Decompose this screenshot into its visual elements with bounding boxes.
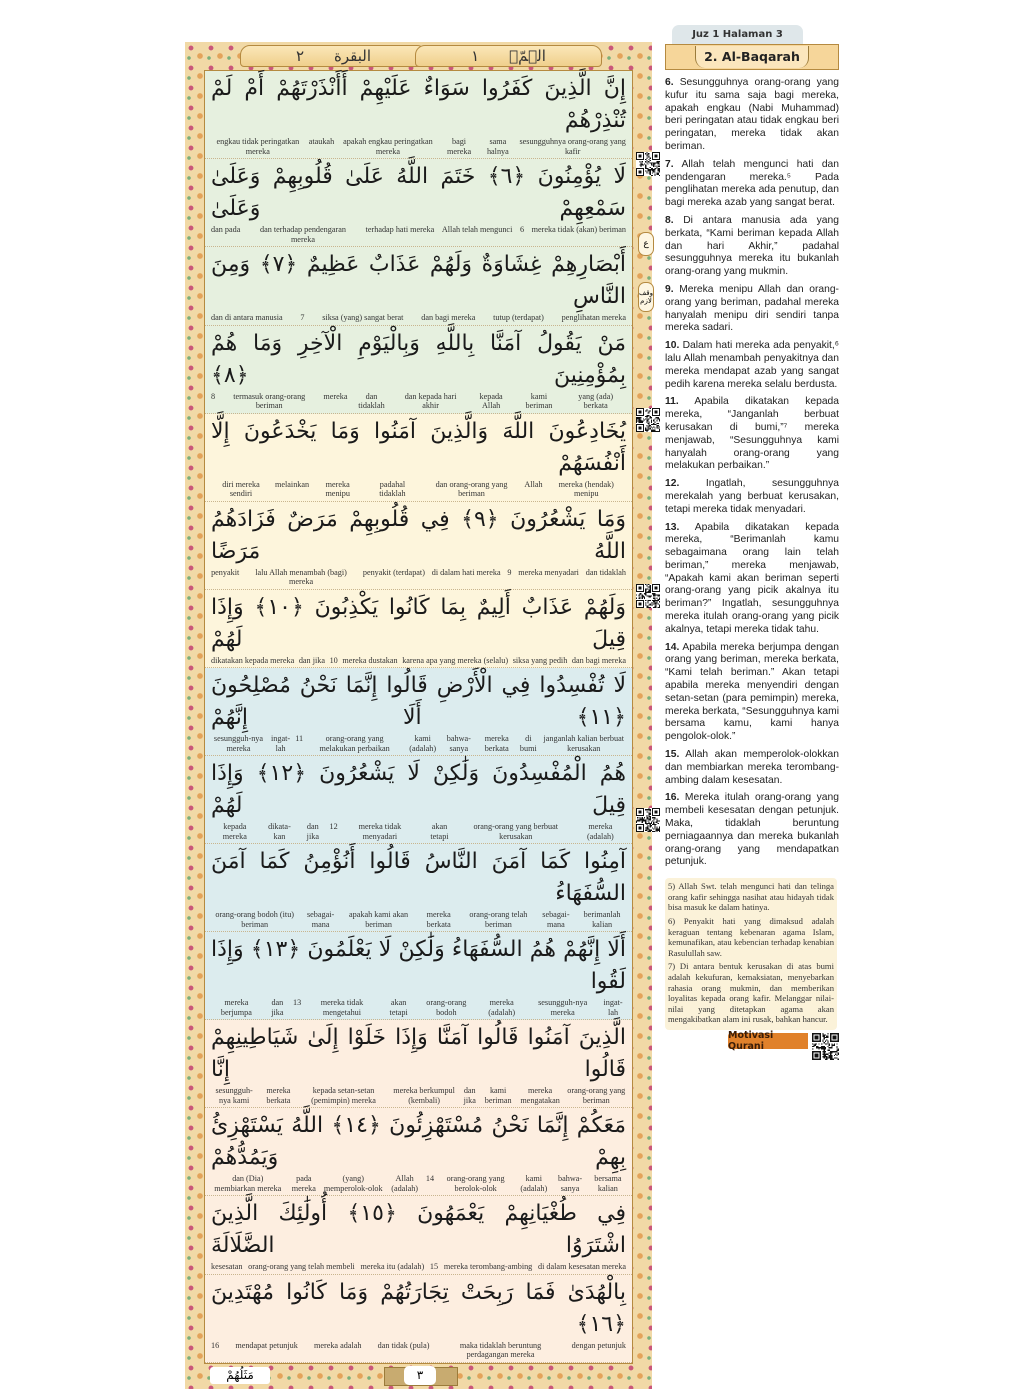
verse-translation-text: Sesungguhnya orang-orang yang kufur itu sama saja bagi mereka, apakah engkau (Nabi Muhammad) beri peringatan atau tidak engkau beri peringatan, mereka tidak akan beriman. (665, 77, 839, 152)
word-translation-row (205, 1086, 632, 1105)
surah-title-bar (665, 44, 839, 70)
word-translation: melainkan (275, 479, 310, 489)
verse-line (205, 756, 632, 844)
verse-translation (665, 642, 839, 744)
word-translation: mereka mengatakan (520, 1086, 560, 1105)
word-translation: padahal tidaklah (379, 479, 406, 498)
word-translation: 6 (519, 225, 525, 234)
verse-line (205, 1108, 632, 1196)
arabic-text: فِي طُغْيَانِهِمْ يَعْمَهُونَ ﴿١٥﴾ أُولَٰئِكَ الَّذِينَ اشْتَرَوُا الضَّلَالَةَ (211, 1201, 626, 1258)
word-translation: mereka tidak (akan) beriman (531, 225, 626, 234)
word-translation: sebagai-mana (306, 910, 335, 929)
word-translation: dan jika (306, 822, 319, 841)
word-translation: (terdapat) penyakit (362, 567, 425, 577)
word-translation: kami beriman (484, 1086, 512, 1105)
word-translation: 7 (300, 313, 305, 322)
word-translation-row (205, 1341, 632, 1360)
word-translation-row (205, 392, 632, 411)
verse-translation-text: Allah akan memperolok-olokkan dan membiarkan mereka terombang-ambing dalam kesesatan. (665, 749, 839, 786)
word-translation: kepada setan-setan (pemimpin) mereka (311, 1086, 376, 1105)
word-translation: mereka menyadari (518, 567, 579, 577)
arabic-text: وَلَهُمْ عَذَابٌ أَلِيمٌ بِمَا كَانُوا يَكْذِبُونَ ﴿١٠﴾ وَإِذَا قِيلَ لَهُمْ (211, 594, 627, 652)
verse-line (205, 932, 632, 1020)
word-translation: akan tetapi (389, 998, 408, 1017)
word-translation: dan tidak (pula) (377, 1340, 430, 1350)
verse-line (205, 844, 632, 932)
word-translation: di bumi (519, 734, 537, 753)
word-translation: sama halnya (486, 137, 509, 156)
qr-code-icon[interactable] (636, 408, 660, 432)
word-translation: orang-orang bodoh (426, 998, 467, 1017)
word-translation: mereka tidak menyadari (358, 822, 402, 841)
verse-translation-text: Di antara manusia ada yang berkata, “Kami beriman kepada Allah dan hari Akhir,” padahal sesungguhnya mereka itu bukanlah orang-orang yang mukmin. (665, 214, 839, 278)
word-translation: mereka tidak mengetahui (320, 998, 364, 1017)
verse-number: 9. (665, 283, 674, 295)
word-translation: maka tidaklah beruntung perdagangan mereka (459, 1340, 542, 1359)
qr-code-icon[interactable] (636, 584, 660, 608)
word-translation: engkau tidak peringatkan mereka (216, 137, 300, 156)
word-translation: di dalam kesesatan mereka (538, 1262, 626, 1271)
word-translation: mereka (323, 391, 348, 401)
verse-translation (665, 77, 839, 154)
word-translation: dan tidaklah (358, 391, 385, 410)
word-translation: mereka berkata (426, 910, 451, 929)
word-translation-row (205, 1174, 632, 1193)
footnote: 5) Allah Swt. telah mengunci hati dan telinga orang kafir sehingga nasihat atau hidayah tidak bisa masuk ke dalam hatinya. (668, 881, 834, 913)
word-translation: orang-orang yang beriman (567, 1086, 626, 1105)
verse-number: 12. (665, 478, 680, 490)
word-translation: mereka berjumpa (220, 998, 252, 1017)
word-translation: kami (adalah) (409, 734, 437, 753)
word-translation: dan orang-orang yang beriman (435, 479, 508, 498)
word-translation-row (205, 656, 632, 666)
word-translation: 14 (425, 1174, 435, 1183)
mushaf-page (185, 42, 652, 1389)
word-translation: mereka (hendak) menipu (558, 479, 614, 498)
word-translation: orang-orang yang berolok-olok (446, 1174, 505, 1193)
verse-line (205, 590, 632, 669)
qr-code-icon[interactable] (636, 152, 660, 176)
word-translation: terhadap hati mereka (365, 225, 435, 234)
verse-translation (665, 159, 839, 210)
word-translation: dengan petunjuk (571, 1340, 626, 1350)
verse-number: 16. (665, 792, 680, 804)
word-translation: orang-orang bodoh (itu) beriman (215, 910, 295, 929)
word-translation: janganlah kalian berbuat kerusakan (543, 734, 624, 753)
word-translation: dan tidaklah (585, 567, 626, 577)
arabic-text: يُخَادِعُونَ اللَّهَ وَالَّذِينَ آمَنُوا وَمَا يَخْدَعُونَ إِلَّا أَنْفُسَهُمْ (211, 418, 626, 476)
word-translation: 10 (329, 655, 338, 665)
qr-code-icon[interactable] (812, 1033, 839, 1060)
word-translation: apakah kami akan beriman (349, 910, 409, 929)
word-translation: ingat-lah (603, 998, 623, 1017)
verse-line (205, 159, 632, 247)
footnote: 6) Penyakit hati yang dimaksud adalah keraguan tentang kebenaran agama Islam, kemunafikan, atau kebencian terhadap kenabian Rasulullah saw. (668, 916, 834, 958)
verse-translation (665, 340, 839, 391)
word-translation: Allah telah mengunci (441, 225, 513, 234)
word-translation: dan jika (298, 655, 325, 665)
arabic-text: آمِنُوا كَمَا آمَنَ النَّاسُ قَالُوا أَنُؤْمِنُ كَمَا آمَنَ السُّفَهَاءُ (211, 849, 626, 906)
word-translation: mereka berkata (484, 734, 509, 753)
word-translation-row (205, 225, 632, 244)
verse-number: 11. (665, 396, 679, 408)
arabic-text: أَلَا إِنَّهُمْ هُمُ السُّفَهَاءُ وَلَٰكِنْ لَا يَعْلَمُونَ ﴿١٣﴾ وَإِذَا لَقُوا (211, 937, 626, 994)
arabic-text: أَبْصَارِهِمْ غِشَاوَةٌ وَلَهُمْ عَذَابٌ عَظِيمٌ ﴿٧﴾ وَمِنَ النَّاسِ (211, 252, 626, 309)
page-footer (204, 1366, 633, 1386)
verse-line (205, 326, 632, 414)
word-translation: (terdapat) tutup (493, 313, 544, 322)
arabic-text: لَا يُؤْمِنُونَ ﴿٦﴾ خَتَمَ اللَّهُ عَلَىٰ قُلُوبِهِمْ وَعَلَىٰ سَمْعِهِمْ وَعَلَىٰ (211, 164, 626, 221)
word-translation: di dalam hati mereka (431, 567, 501, 577)
motivasi-qurani-badge[interactable]: Motivasi Qurani (728, 1033, 808, 1049)
word-translation: diri mereka sendiri (222, 479, 260, 498)
verse-translation-text: Allah telah mengunci hati dan pendengaran mereka.⁵ Pada penglihatan mereka ada penutup, dan bagi mereka azab yang sangat berat. (665, 158, 839, 209)
verse-translation-text: Apabila mereka berjumpa dengan orang yang beriman, mereka berkata, “Kami telah beriman.” Akan tetapi apabila mereka menyendiri dengan setan-setan (para pemimpin) mereka, mereka berkata, “Sesungguhnya kami bersama kamu, kami hanya pengolok-olok.” (665, 641, 839, 743)
verse-line (205, 71, 632, 159)
word-translation: sesungguh-nya mereka (213, 734, 264, 753)
arabic-text: مَعَكُمْ إِنَّمَا نَحْنُ مُسْتَهْزِئُونَ ﴿١٤﴾ اللَّهُ يَسْتَهْزِئُ بِهِمْ وَيَمُدُّهُمْ (211, 1113, 626, 1170)
verse-translation-text: Apabila dikatakan kepada mereka, “Berimanlah kamu sebagaimana orang lain telah beriman,” mereka menjawab, “Apakah kami akan beriman seperti orang-orang yang picik akalnya itu beriman?” Ingatlah, sesungguhnya mereka itulah orang-orang yang picik akalnya, tetapi mereka tidak tahu. (665, 521, 840, 635)
word-translation: sesungguhnya orang-orang yang kafir (519, 137, 626, 156)
word-translation: mereka berkata (266, 1086, 291, 1105)
word-translation: bagi mereka (447, 137, 472, 156)
word-translation: mereka dustakan (342, 655, 398, 665)
word-translation: penglihatan mereka (561, 313, 626, 322)
verse-number: 15. (665, 749, 680, 761)
word-translation: 12 (329, 822, 338, 831)
word-translation-row (205, 998, 632, 1017)
word-translation-row (205, 1262, 632, 1272)
verse-line (205, 414, 632, 502)
word-translation: orang-orang yang berbuat kerusakan (473, 822, 559, 841)
word-translation: Allah (adalah) (391, 1174, 419, 1193)
word-translation: dikatakan kepada mereka (211, 655, 295, 665)
verse-number: 6. (665, 77, 674, 88)
verse-translation-text: Ingatlah, sesungguhnya merekalah yang berbuat kerusakan, tetapi mereka tidak menyadari. (665, 478, 839, 515)
arabic-text: بِالْهُدَىٰ فَمَا رَبِحَتْ تِجَارَتُهُمْ وَمَا كَانُوا مُهْتَدِينَ ﴿١٦﴾ (211, 1279, 626, 1337)
motivasi-row (665, 1029, 839, 1060)
word-translation: berimanlah kalian (583, 910, 621, 929)
waqf-lazim-mark: وقف لازم (638, 282, 654, 312)
translation-list (665, 77, 839, 874)
word-translation: termasuk orang-orang beriman (233, 391, 306, 410)
word-translation: 9 (507, 567, 512, 577)
word-translation: ingat-lah (271, 734, 291, 753)
surah-number: ٢ (295, 47, 305, 65)
verse-line (205, 1020, 632, 1108)
verse-number: 14. (665, 641, 680, 653)
qr-code-icon[interactable] (636, 808, 660, 832)
word-translation: mereka adalah (313, 1340, 362, 1350)
word-translation: bahwa-sanya (558, 1174, 583, 1193)
word-translation: apakah engkau peringatkan mereka (343, 137, 433, 156)
word-translation: mereka (adalah) (488, 998, 516, 1017)
word-translation: mendapat petunjuk (235, 1340, 298, 1350)
word-translation: (yang) memperolok-olok (323, 1174, 383, 1193)
verse-number: 13. (665, 521, 680, 533)
juz-name: الۤمّۤ (509, 47, 546, 65)
word-translation: dan bagi mereka (421, 313, 476, 322)
footnotes-box (665, 878, 837, 1030)
word-translation: kesesatan (211, 1262, 243, 1271)
arabic-text: هُمُ الْمُفْسِدُونَ وَلَٰكِنْ لَا يَشْعُرُونَ ﴿١٢﴾ وَإِذَا قِيلَ لَهُمْ (211, 761, 626, 818)
word-translation: penyakit (211, 567, 240, 577)
word-translation: mereka terombang-ambing (443, 1262, 533, 1271)
word-translation: mereka itu (adalah) (360, 1262, 425, 1271)
word-translation: mereka berkumpul (kembali) (393, 1086, 455, 1105)
verse-number: 8. (665, 214, 674, 226)
arabic-text: إِنَّ الَّذِينَ كَفَرُوا سَوَاءٌ عَلَيْهِمْ أَأَنْذَرْتَهُمْ أَمْ لَمْ تُنْذِرْهُمْ (211, 76, 626, 133)
verse-line (205, 1275, 632, 1363)
word-translation: bersama kalian (594, 1174, 622, 1193)
word-translation: orang-orang telah beriman (469, 910, 528, 929)
word-translation-row (205, 822, 632, 841)
verse-number: 10. (665, 340, 680, 352)
juz-name-tab (415, 45, 602, 67)
word-translation: (ada) yang berkata (578, 391, 614, 410)
verse-line (205, 502, 632, 590)
juz-page-label: Juz 1 Halaman 3 (672, 25, 803, 44)
arabic-text: وَمَا يَشْعُرُونَ ﴿٩﴾ فِي قُلُوبِهِمْ مَرَضٌ فَزَادَهُمُ اللَّهُ مَرَضًا (211, 506, 626, 564)
ruku-mark: ع (638, 232, 654, 256)
verse-line (205, 668, 632, 756)
surah-name: البقرة (334, 47, 372, 65)
word-translation: dan pada (211, 225, 241, 234)
word-translation-row (205, 734, 632, 753)
word-translation: dan di antara manusia (211, 313, 283, 322)
word-translation-row (205, 137, 632, 156)
arabic-text: الَّذِينَ آمَنُوا قَالُوا آمَنَّا وَإِذَا خَلَوْا إِلَىٰ شَيَاطِينِهِمْ قَالُوا إِنَّا (211, 1025, 626, 1082)
word-translation: karena apa yang mereka (selalu) (402, 655, 509, 665)
word-translation: ataukah (308, 137, 335, 146)
juz-number: ١ (471, 47, 480, 65)
word-translation: 11 (295, 734, 304, 743)
word-translation: mereka menipu (325, 479, 350, 498)
word-translation: kami (adalah) (520, 1174, 548, 1193)
word-translation: sesungguh-nya kami (215, 1086, 253, 1105)
word-translation: lalu Allah menambah (bagi) mereka (255, 567, 347, 586)
word-translation: orang-orang yang melakukan perbaikan (319, 734, 390, 753)
word-translation: dan terhadap pendengaran mereka (260, 225, 346, 244)
surah-name-tab (240, 45, 427, 67)
word-translation-row (205, 910, 632, 929)
word-translation: dan kepada hari akhir (404, 391, 457, 410)
word-translation: dan jika (463, 1086, 476, 1105)
word-translation: bahwa-sanya (446, 734, 471, 753)
word-translation: 13 (292, 998, 302, 1007)
word-translation: sebagai-mana (542, 910, 570, 929)
word-translation-row (205, 568, 632, 587)
verse-translation (665, 522, 839, 637)
verse-translation-text: Apabila dikatakan kepada mereka, “Janganlah berbuat kerusakan di bumi,”⁷ mereka menjawab, “Sesungguhnya kami hanyalah orang-orang yang melakukan perbaikan.” (665, 396, 839, 472)
arabic-text: مَنْ يَقُولُ آمَنَّا بِاللَّهِ وَبِالْيَوْمِ الْآخِرِ وَمَا هُمْ بِمُؤْمِنِينَ ﴿٨﴾ (211, 330, 626, 388)
verse-translation-text: Dalam hati mereka ada penyakit,⁶ lalu Allah menambah penyakitnya dan mereka mendapat azab yang sangat pedih karena mereka selalu berdusta. (665, 340, 839, 390)
word-translation: akan tetapi (430, 822, 449, 841)
word-translation: dikata-kan (268, 822, 291, 841)
word-translation: siksa yang pedih (512, 655, 568, 665)
word-translation: 15 (429, 1262, 439, 1271)
verse-translation-text: Mereka itulah orang-orang yang membeli kesesatan dengan petunjuk. Maka, tidaklah beruntung perniagaannya dan mereka bukanlah orang-orang yang mendapatkan petunjuk. (665, 792, 839, 868)
word-translation: dan jika (271, 998, 284, 1017)
word-translation: dan bagi mereka (571, 655, 626, 665)
footnote: 7) Di antara bentuk kerusakan di atas bumi adalah kekufuran, kemaksiatan, menyebarkan rahasia orang mukmin, dan memberikan loyalitas kepada orang kafir. Melanggar nilai-nilai yang ditetapkan agama akan mengakibatkan alam ini rusak, bahkan hancur. (668, 961, 834, 1025)
word-translation: kami beriman (525, 391, 553, 410)
translation-column (665, 25, 839, 1060)
page-number: ٣ (404, 1366, 436, 1385)
word-translation: siksa (yang) sangat berat (322, 313, 404, 322)
word-translation: pada mereka (291, 1174, 316, 1193)
word-translation: sesungguh-nya mereka (538, 998, 588, 1017)
word-translation: dan (Dia) membiarkan mereka (214, 1174, 282, 1193)
surah-title: 2. Al-Baqarah (695, 46, 809, 68)
word-translation: 8 (210, 391, 216, 401)
verse-translation (665, 284, 839, 335)
word-translation: orang-orang yang telah membeli (248, 1262, 355, 1271)
word-translation: kepada Allah (479, 391, 503, 410)
verse-translation (665, 215, 839, 279)
word-translation: Allah (524, 479, 543, 489)
word-translation-row (205, 313, 632, 323)
verses-panel (204, 70, 633, 1364)
word-translation: 16 (211, 1340, 220, 1350)
verse-translation (665, 749, 839, 787)
verse-number: 7. (665, 158, 674, 170)
verse-line (205, 1196, 632, 1275)
word-translation-row (205, 480, 632, 499)
word-translation: mereka (adalah) (586, 822, 614, 841)
verse-line (205, 247, 632, 326)
verse-translation (665, 792, 839, 869)
arabic-text: لَا تُفْسِدُوا فِي الْأَرْضِ قَالُوا إِنَّمَا نَحْنُ مُصْلِحُونَ ﴿١١﴾ أَلَا إِنَّهُمْ (211, 673, 626, 730)
verse-translation (665, 396, 839, 473)
verse-translation (665, 478, 839, 516)
catchword: مَثَلُهُمْ (210, 1367, 270, 1384)
verse-translation-text: Mereka menipu Allah dan orang-orang yang beriman, padahal mereka hanyalah menipu diri sendiri tanpa mereka sadari. (665, 283, 839, 334)
word-translation: kepada mereka (222, 822, 247, 841)
